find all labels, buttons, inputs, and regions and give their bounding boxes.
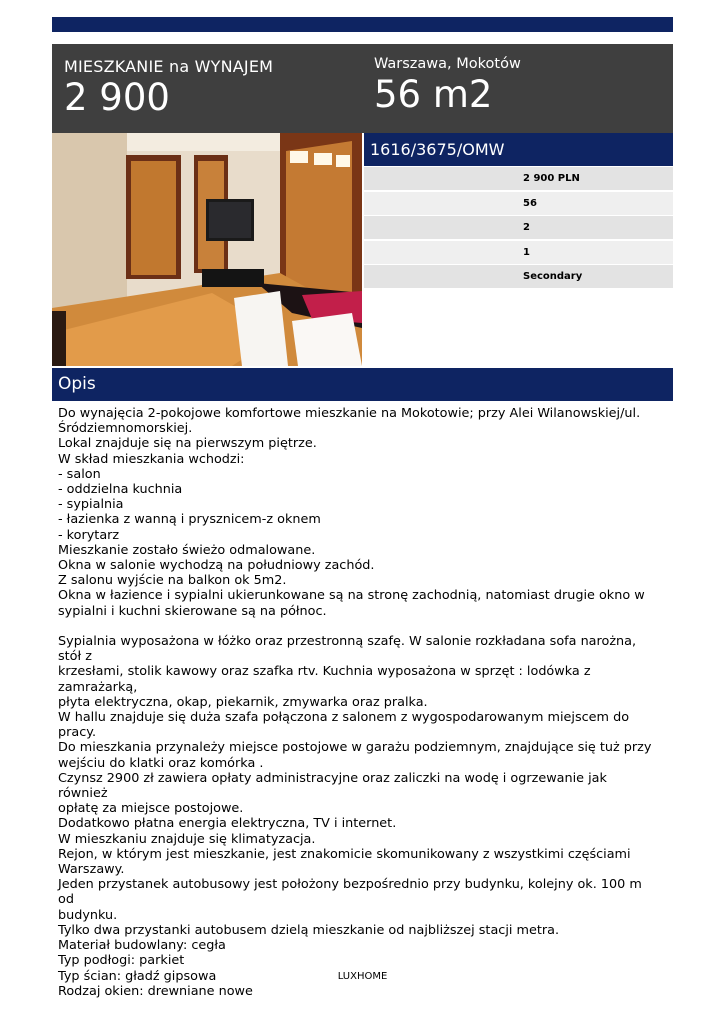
description-text	[58, 406, 658, 999]
description-paragraph	[58, 406, 658, 619]
description-line: Tylko dwa przystanki autobusem dzielą mieszkanie od najbliższej stacji metra.	[58, 922, 560, 938]
listing-price: 2 900	[64, 76, 170, 119]
description-line: wejściu do klatki oraz komórka .	[58, 755, 264, 771]
spec-value: 2 900 PLN	[523, 173, 580, 184]
description-line: Materiał budowlany: cegła	[58, 938, 226, 954]
description-line: Śródziemnomorskiej.	[58, 421, 193, 437]
spec-row-market	[364, 265, 673, 288]
listing-header	[52, 44, 673, 133]
description-line: - korytarz	[58, 527, 120, 543]
reference-number: 1616/3675/OMW	[370, 140, 505, 159]
description-line: W hallu znajduje się duża szafa połączona z salonem z wygospodarowanym miejscem do pracy.	[58, 710, 630, 741]
paragraph-gap	[58, 619, 658, 634]
description-line: Rejon, w którym jest mieszkanie, jest znakomicie skomunikowany z wszystkimi częściami	[58, 846, 631, 862]
apartment-photo	[52, 133, 362, 366]
description-line: - oddzielna kuchnia	[58, 482, 183, 498]
description-line: Mieszkanie zostało świeżo odmalowane.	[58, 542, 316, 558]
description-line: W skład mieszkania wchodzi:	[58, 451, 245, 467]
description-line: - salon	[58, 466, 101, 482]
spec-row-floor	[364, 241, 673, 264]
description-line: Warszawy.	[58, 862, 125, 878]
description-line: krzesłami, stolik kawowy oraz szafka rtv. Kuchnia wyposażona w sprzęt : lodówka z zamrażarką,	[58, 664, 591, 695]
spec-value: 2	[523, 222, 530, 233]
description-line: Z salonu wyjście na balkon ok 5m2.	[58, 573, 287, 589]
description-line: Typ ścian: gładź gipsowa	[58, 968, 217, 984]
spec-row-rooms	[364, 216, 673, 239]
listing-area: 56 m2	[374, 73, 493, 116]
description-section-header	[52, 368, 673, 401]
description-paragraph	[58, 634, 658, 999]
description-line: opłatę za miejsce postojowe.	[58, 801, 244, 817]
description-line: Do wynajęcia 2-pokojowe komfortowe mieszkanie na Mokotowie; przy Alei Wilanowskiej/ul.	[58, 406, 641, 421]
description-line: Jeden przystanek autobusowy jest położony bezpośrednio przy budynku, kolejny ok. 100 m od	[58, 877, 642, 908]
description-line: Sypialnia wyposażona w łóżko oraz przestronną szafę. W salonie rozkładana sofa narożna, stół z	[58, 634, 637, 665]
description-line: Rodzaj okien: drewniane nowe	[58, 983, 253, 999]
reference-bar	[364, 133, 673, 166]
description-line: Okna w salonie wychodzą na południowy zachód.	[58, 558, 375, 574]
description-line: Okna w łazience i sypialni ukierunkowane są na stronę zachodnią, natomiast drugie okno w	[58, 588, 645, 604]
listing-type: MIESZKANIE na WYNAJEM	[64, 57, 274, 76]
spec-value: 1	[523, 246, 530, 258]
footer-brand: LUXHOME	[337, 971, 388, 982]
specs-table	[364, 167, 673, 290]
description-line: - łazienka z wanną i prysznicem-z oknem	[58, 512, 321, 528]
description-line: Typ podłogi: parkiet	[58, 953, 185, 969]
description-line: budynku.	[58, 907, 118, 923]
spec-value: 56	[523, 197, 537, 209]
spec-row-area	[364, 192, 673, 215]
description-line: sypialni i kuchni skierowane są na północ.	[58, 603, 327, 619]
spec-row-price	[364, 167, 673, 190]
description-line: - sypialnia	[58, 497, 124, 513]
description-line: Czynsz 2900 zł zawiera opłaty administracyjne oraz zaliczki na wodę i ogrzewanie jak również	[58, 770, 607, 802]
listing-location: Warszawa, Mokotów	[374, 56, 521, 72]
top-accent-bar	[52, 17, 673, 32]
description-line: Dodatkowo płatna energia elektryczna, TV i internet.	[58, 816, 397, 832]
description-line: Do mieszkania przynależy miejsce postojowe w garażu podziemnym, znajdujące się tuż przy	[58, 740, 652, 756]
description-line: płyta elektryczna, okap, piekarnik, zmywarka oraz pralka.	[58, 694, 428, 710]
spec-value: Secondary	[523, 271, 583, 282]
description-line: W mieszkaniu znajduje się klimatyzacja.	[58, 831, 316, 847]
section-title: Opis	[58, 374, 96, 394]
description-line: Lokal znajduje się na pierwszym piętrze.	[58, 436, 317, 452]
